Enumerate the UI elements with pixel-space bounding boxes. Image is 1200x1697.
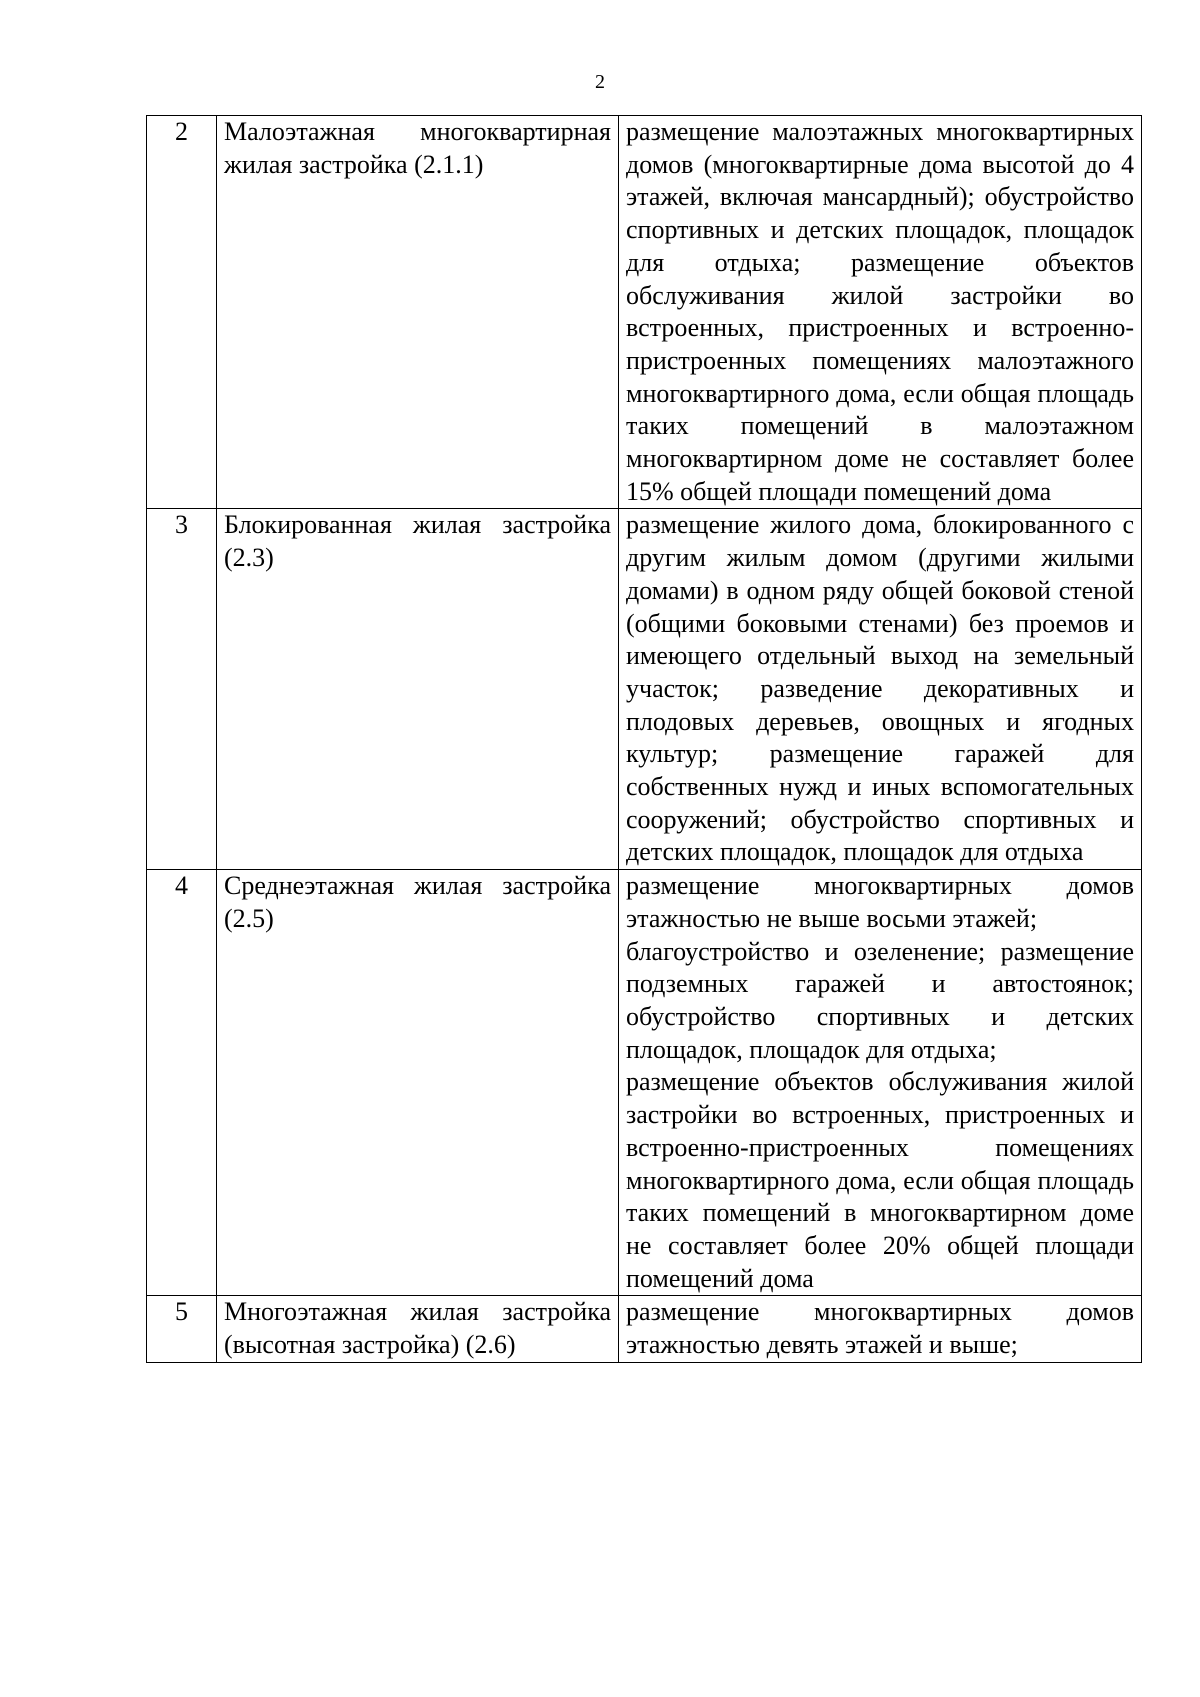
table-row [147,1296,1142,1362]
description-paragraph: размещение объектов обслуживания жилой застройки во встроенных, пристроенных и встроенно-пристроенных помещениях многоквартирного дома, если общая площадь таких помещений в многоквартирном доме не составляет более 20% общей площади помещений дома [626,1067,1134,1293]
land-use-name: Блокированная жилая застройка (2.3) [217,509,619,870]
row-number: 3 [147,509,217,870]
description-paragraph: благоустройство и озеленение; размещение подземных гаражей и автостоянок; обустройство спортивных и детских площадок, площадок для отдыха; [626,936,1134,1064]
table-row [147,116,1142,509]
description-paragraph: размещение малоэтажных многоквартирных домов (многоквартирные дома высотой до 4 этажей, включая мансардный); обустройство спортивных и детских площадок, площадок для отдыха; размещение объектов обслуживания жилой застройки во встроенных, пристроенных и встроенно-пристроенных помещениях малоэтажного многоквартирного дома, если общая площадь таких помещений в малоэтажном многоквартирном доме не составляет более 15% общей площади помещений дома [626,117,1134,506]
row-number: 2 [147,116,217,509]
row-number: 5 [147,1296,217,1362]
land-use-table [146,115,1142,1363]
table-row [147,509,1142,870]
row-number: 4 [147,870,217,1296]
description-paragraph: размещение многоквартирных домов этажностью девять этажей и выше; [626,1297,1134,1360]
description-paragraph: размещение многоквартирных домов этажностью не выше восьми этажей; [626,871,1134,933]
land-use-name: Малоэтажная многоквартирная жилая застройка (2.1.1) [217,116,619,509]
land-use-description [619,116,1142,509]
land-use-description [619,870,1142,1296]
land-use-name: Многоэтажная жилая застройка (высотная застройка) (2.6) [217,1296,619,1362]
land-use-name: Среднеэтажная жилая застройка (2.5) [217,870,619,1296]
land-use-description [619,509,1142,870]
land-use-description [619,1296,1142,1362]
description-paragraph: размещение жилого дома, блокированного с другим жилым домом (другими жилыми домами) в одном ряду общей боковой стеной (общими боковыми стенами) без проемов и имеющего отдельный выход на земельный участок; разведение декоративных и плодовых деревьев, овощных и ягодных культур; размещение гаражей для собственных нужд и иных вспомогательных сооружений; обустройство спортивных и детских площадок, площадок для отдыха [626,510,1134,867]
table-row [147,870,1142,1296]
page-number: 2 [595,71,605,93]
